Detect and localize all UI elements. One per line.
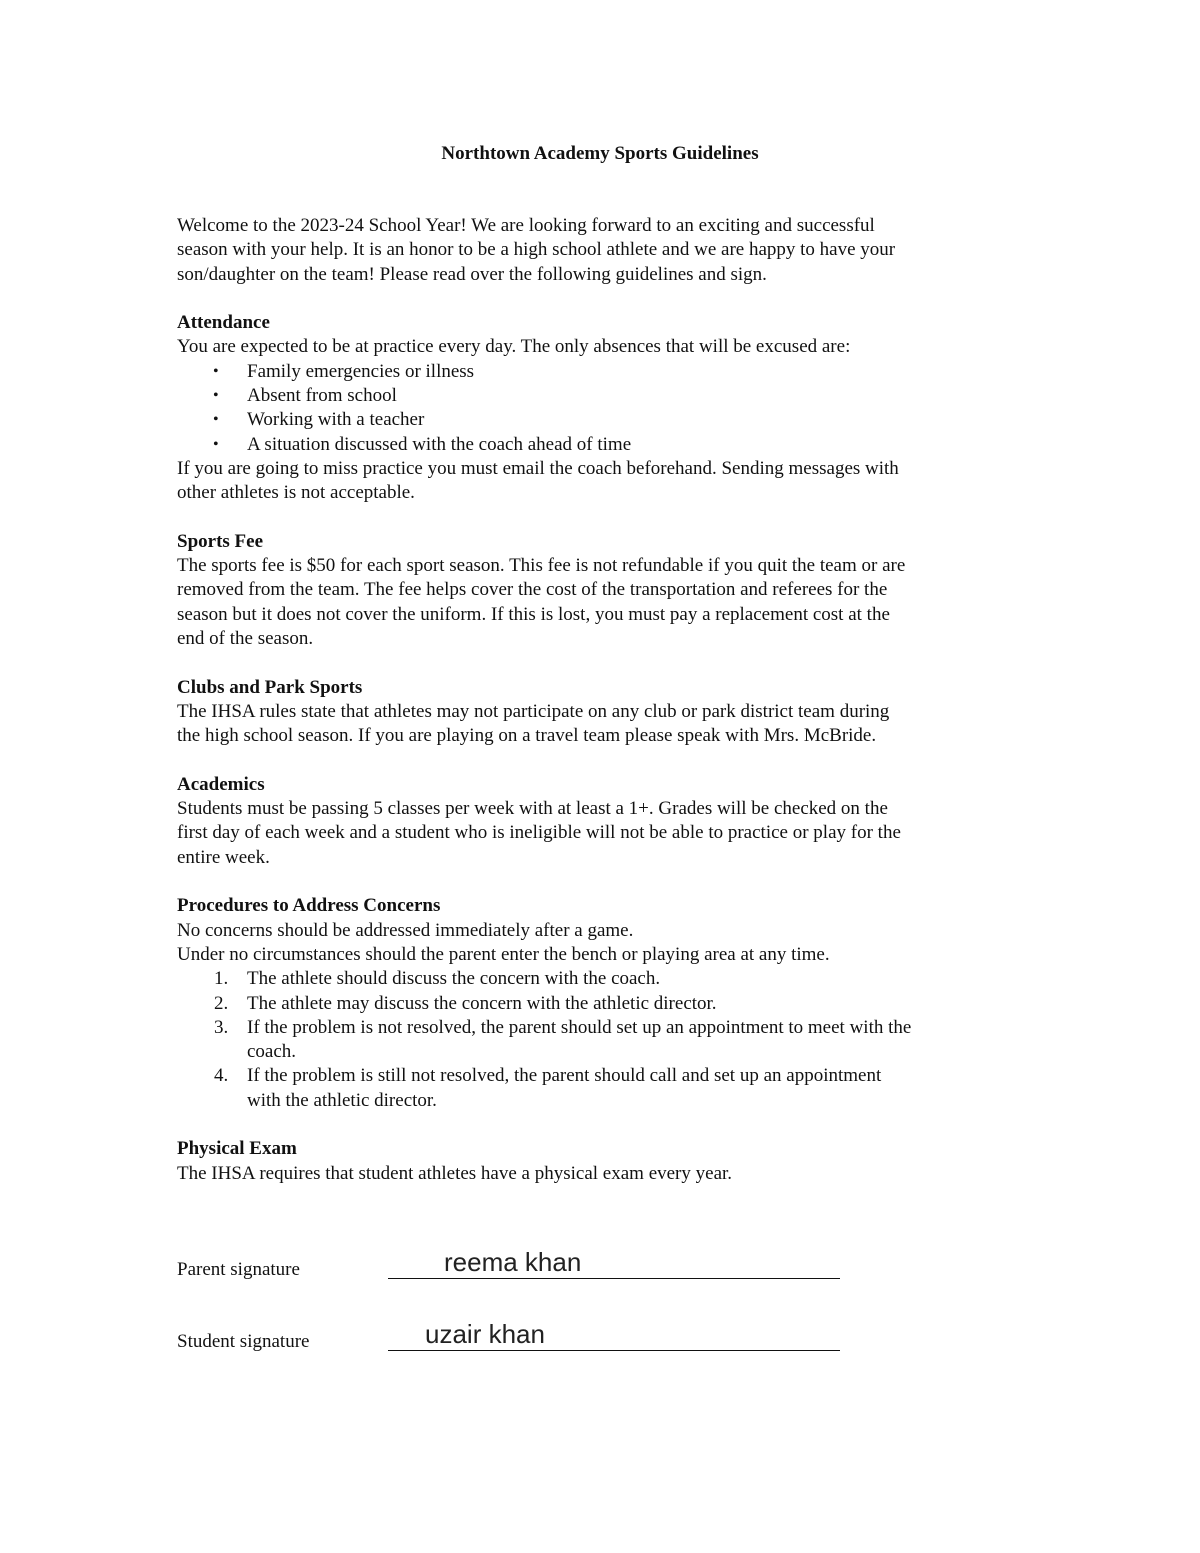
step-number: 4. [214,1065,229,1087]
bullet-icon: • [213,362,219,380]
clubs-section [177,676,1037,749]
step-text: with the athletic director. [247,1089,437,1111]
list-item [177,433,1037,457]
list-item [177,360,1037,384]
step-text: coach. [247,1041,297,1063]
list-item [177,1064,1037,1113]
parent-signature-label: Parent signature [177,1259,300,1280]
clubs-heading: Clubs and Park Sports [177,676,363,698]
attendance-note-line: other athletes is not acceptable. [177,482,415,504]
physical-section [177,1137,1037,1186]
sports-fee-line: season but it does not cover the uniform. If this is lost, you must pay a replacement cost at the [177,603,890,625]
step-text: The athlete should discuss the concern with the coach. [247,968,661,990]
sports-fee-section [177,530,1037,651]
sports-fee-heading: Sports Fee [177,530,264,552]
bullet-icon: • [213,411,219,429]
list-item [177,384,1037,408]
student-signature-label: Student signature [177,1331,310,1352]
academics-heading: Academics [177,773,265,795]
list-item [177,992,1037,1016]
concerns-steps-list [177,967,1037,1113]
clubs-line: the high school season. If you are playing on a travel team please speak with Mrs. McBride. [177,725,877,747]
student-signature-line [388,1350,840,1351]
academics-section [177,773,1037,870]
bullet-icon: • [213,387,219,405]
intro-line: season with your help. It is an honor to be a high school athlete and we are happy to have your [177,239,896,261]
list-item [177,408,1037,432]
list-item-text: Working with a teacher [247,409,425,431]
attendance-note-line: If you are going to miss practice you must email the coach beforehand. Sending messages with [177,457,899,479]
physical-line: The IHSA requires that student athletes have a physical exam every year. [177,1162,733,1184]
student-signature-value[interactable]: uzair khan [425,1319,545,1349]
sports-fee-line: The sports fee is $50 for each sport season. This fee is not refundable if you quit the team or are [177,555,906,577]
intro-line: son/daughter on the team! Please read over the following guidelines and sign. [177,263,767,285]
step-number: 1. [214,968,229,990]
document-body [177,214,1037,1186]
list-item-text: Family emergencies or illness [247,360,475,382]
attendance-section [177,311,1037,505]
sports-fee-line: end of the season. [177,628,314,650]
step-text: If the problem is still not resolved, the parent should call and set up an appointment [247,1065,882,1087]
concerns-line: No concerns should be addressed immediately after a game. [177,919,634,941]
attendance-excused-list [177,360,1037,457]
parent-signature-line [388,1278,840,1279]
intro-paragraph [177,214,1037,287]
concerns-line: Under no circumstances should the parent enter the bench or playing area at any time. [177,943,830,965]
list-item [177,1016,1037,1065]
concerns-section [177,894,1037,1113]
step-text: If the problem is not resolved, the parent should set up an appointment to meet with the [247,1016,912,1038]
list-item-text: Absent from school [247,385,397,407]
step-text: The athlete may discuss the concern with the athletic director. [247,992,717,1014]
bullet-icon: • [213,435,219,453]
intro-line: Welcome to the 2023-24 School Year! We are looking forward to an exciting and successful [177,215,875,236]
academics-line: first day of each week and a student who is ineligible will not be able to practice or play for the [177,822,901,844]
sports-fee-line: removed from the team. The fee helps cover the cost of the transportation and referees for the [177,579,888,601]
concerns-heading: Procedures to Address Concerns [177,895,441,917]
step-number: 2. [214,992,229,1014]
list-item [177,967,1037,991]
academics-line: Students must be passing 5 classes per week with at least a 1+. Grades will be checked on the [177,798,888,820]
physical-heading: Physical Exam [177,1138,297,1160]
clubs-line: The IHSA rules state that athletes may not participate on any club or park district team during [177,700,890,722]
attendance-lead: You are expected to be at practice every day. The only absences that will be excused are: [177,336,851,358]
attendance-heading: Attendance [177,312,270,334]
academics-line: entire week. [177,846,270,868]
parent-signature-value[interactable]: reema khan [444,1247,582,1277]
document-title: Northtown Academy Sports Guidelines [441,143,759,164]
list-item-text: A situation discussed with the coach ahead of time [247,433,632,455]
step-number: 3. [214,1016,229,1038]
